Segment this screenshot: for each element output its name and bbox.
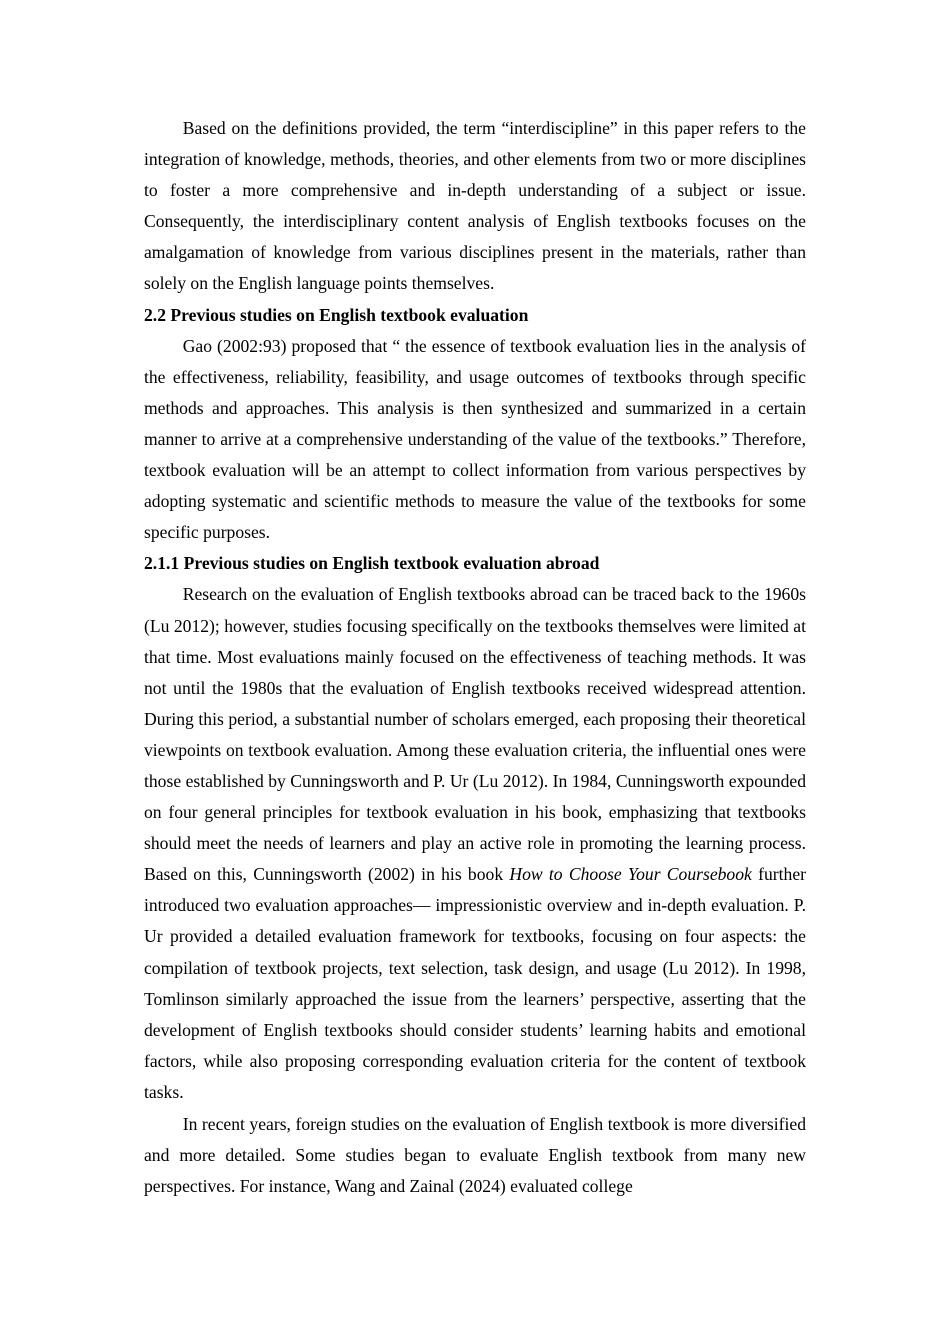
paragraph-interdiscipline-definition: Based on the definitions provided, the term “interdiscipline” in this paper refers to the integration of knowledge, methods, theories, and other elements from two or more disciplines to foster a more comprehensive and in-depth understanding of a subject or issue. Consequently, the interdisciplinary content analysis of English textbooks focuses on the amalgamation of knowledge from various disciplines present in the materials, rather than solely on the English language points themselves. [144, 118, 806, 294]
book-title: How to Choose Your Coursebook [509, 864, 752, 885]
section-heading-2-1-1: 2.1.1 Previous studies on English textbook evaluation abroad [144, 553, 600, 574]
paragraph-gao-definition: Gao (2002:93) proposed that “ the essence of textbook evaluation lies in the analysis of the effectiveness, reliability, feasibility, and usage outcomes of textbooks through specific methods and approaches. This analysis is then synthesized and summarized in a certain manner to arrive at a comprehensive understanding of the value of the textbooks.” Therefore, textbook evaluation will be an attempt to collect information from various perspectives by adopting systematic and scientific methods to measure the value of the textbooks for some specific purposes. [144, 335, 806, 543]
document-page [144, 113, 806, 1202]
paragraph-studies-abroad-part1: Research on the evaluation of English textbooks abroad can be traced back to the 1960s (Lu 2012); however, studies focusing specifically on the textbooks themselves were limited at that time. Most evaluations mainly focused on the effectiveness of teaching methods. It was not until the 1980s that the evaluation of English textbooks received widespread attention. During this period, a substantial number of scholars emerged, each proposing their theoretical viewpoints on textbook evaluation. Among these evaluation criteria, the influential ones were those established by Cunningsworth and P. Ur (Lu 2012). In 1984, Cunningsworth expounded on four general principles for textbook evaluation in his book, emphasizing that textbooks should meet the needs of learners and play an active role in promoting the learning process. Based on this, Cunningsworth (2002) in his book [144, 584, 806, 885]
paragraph-studies-abroad [144, 579, 806, 1108]
section-heading-2-2: 2.2 Previous studies on English textbook evaluation [144, 304, 529, 325]
paragraph-studies-abroad-part2: further introduced two evaluation approaches— impressionistic overview and in-depth evaluation. P. Ur provided a detailed evaluation framework for textbooks, focusing on four aspects: the compilation of textbook projects, text selection, task design, and usage (Lu 2012). In 1998, Tomlinson similarly approached the issue from the learners’ perspective, asserting that the development of English textbooks should consider students’ learning habits and emotional factors, while also proposing corresponding evaluation criteria for the content of textbook tasks. [144, 864, 806, 1102]
paragraph-recent-years: In recent years, foreign studies on the evaluation of English textbook is more diversified and more detailed. Some studies began to evaluate English textbook from many new perspectives. For instance, Wang and Zainal (2024) evaluated college [144, 1114, 806, 1197]
